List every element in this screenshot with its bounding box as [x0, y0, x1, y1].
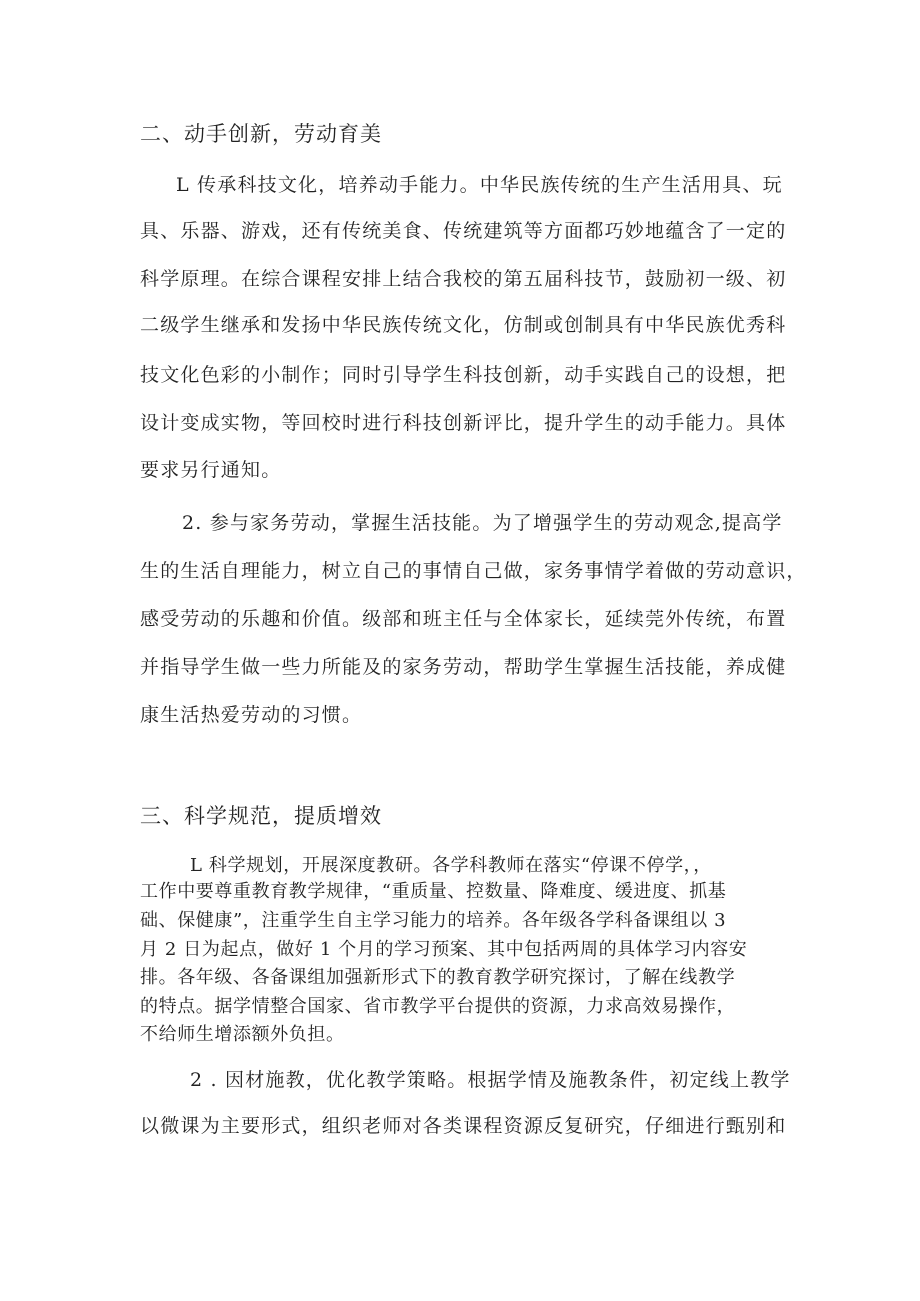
paragraph-line: 排。各年级、各备课组加强新形式下的教育教学研究探讨，了解在线教学 [140, 967, 736, 988]
paragraph-line: 不给师生增添额外负担。 [140, 1024, 345, 1045]
paragraph-line: 要求另行通知。 [140, 459, 282, 481]
paragraph-line: 2 . 因材施教，优化教学策略。根据学情及施教条件，初定线上教学 [190, 1069, 791, 1091]
paragraph-line: 工作中要尊重教育教学规律，“重质量、控数量、降难度、缓进度、抓基 [140, 881, 727, 902]
paragraph-line: 2. 参与家务劳动，掌握生活技能。为了增强学生的劳动观念,提高学 [182, 512, 783, 534]
paragraph-line: 具、乐器、游戏，还有传统美食、传统建筑等方面都巧妙地蕴含了一定的 [140, 220, 787, 242]
paragraph-line: 生的生活自理能力，树立自己的事情自己做，家务事情学着做的劳动意识， [140, 560, 807, 582]
paragraph-line: L 科学规划，开展深度教研。各学科教师在落实“停课不停学，， [190, 855, 712, 876]
section-3-heading: 三、科学规范，提质增效 [140, 804, 382, 828]
paragraph-line: 础、保健康”，注重学生自主学习能力的培养。各年级各学科备课组以 3 [140, 910, 727, 931]
paragraph-line: 二级学生继承和发扬中华民族传统文化，仿制或创制具有中华民族优秀科 [140, 314, 787, 336]
paragraph-line: 的特点。据学情整合国家、省市教学平台提供的资源，力求高效易操作， [140, 996, 736, 1017]
paragraph-line: 感受劳动的乐趣和价值。级部和班主任与全体家长，延续莞外传统，布置 [140, 608, 787, 630]
section-2-heading: 二、动手创新，劳动育美 [140, 122, 382, 146]
paragraph-line: L 传承科技文化，培养动手能力。中华民族传统的生产生活用具、玩 [176, 174, 783, 196]
paragraph-line: 月 2 日为起点，做好 1 个月的学习预案、其中包括两周的具体学习内容安 [140, 939, 748, 960]
paragraph-line: 设计变成实物，等回校时进行科技创新评比，提升学生的动手能力。具体 [140, 412, 787, 434]
paragraph-line: 并指导学生做一些力所能及的家务劳动，帮助学生掌握生活技能，养成健 [140, 656, 787, 678]
paragraph-line: 以微课为主要形式，组织老师对各类课程资源反复研究，仔细进行甄别和 [140, 1115, 787, 1137]
paragraph-line: 科学原理。在综合课程安排上结合我校的第五届科技节，鼓励初一级、初 [140, 268, 787, 290]
paragraph-line: 康生活热爱劳动的习惯。 [140, 704, 363, 726]
paragraph-line: 技文化色彩的小制作；同时引导学生科技创新，动手实践自己的设想，把 [140, 364, 787, 386]
